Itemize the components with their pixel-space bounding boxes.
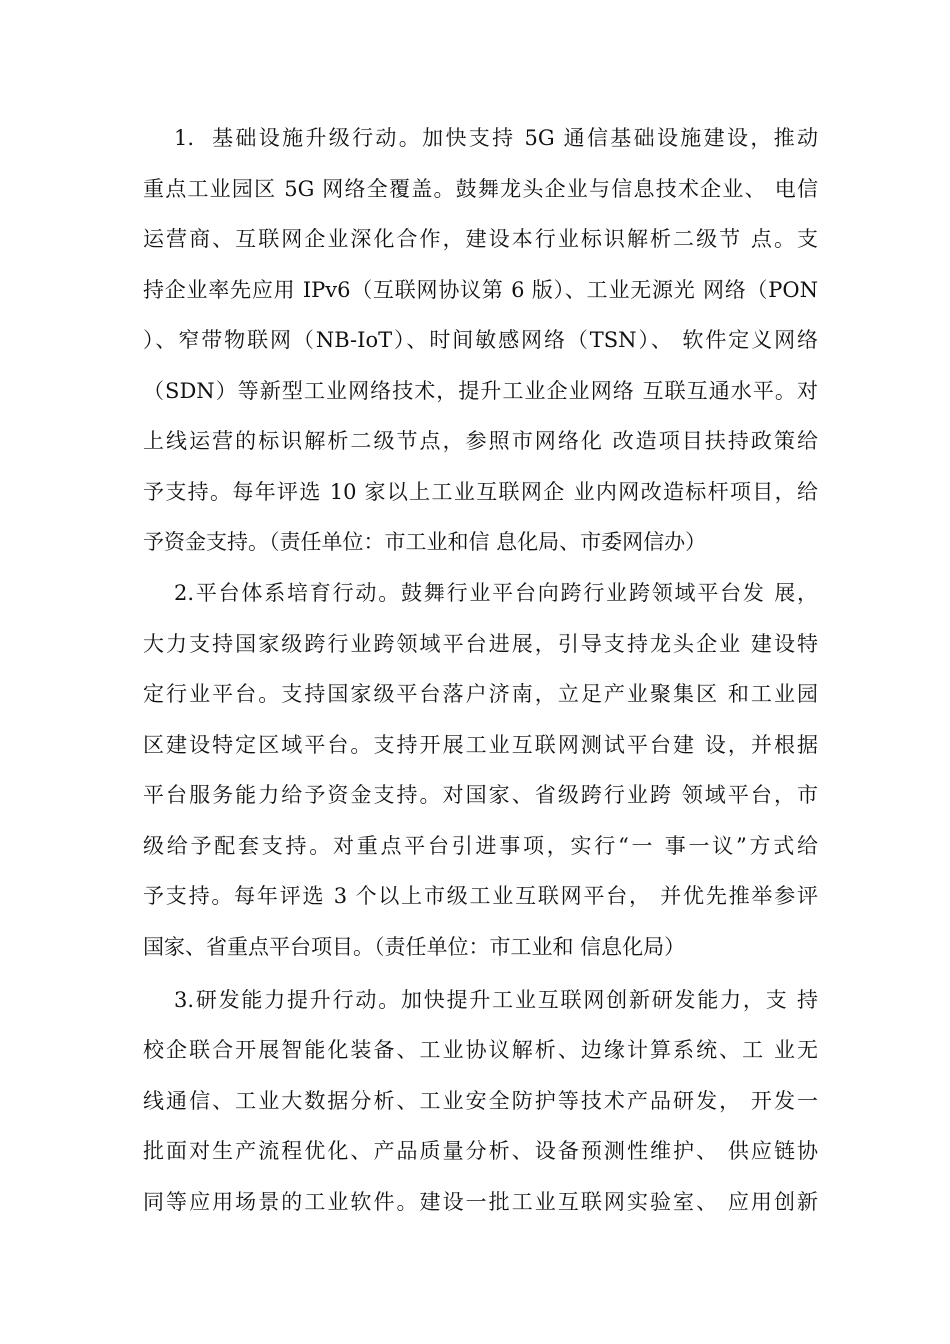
paragraph-2-line-2: 大力支持国家级跨行业跨领域平台进展，引导支持龙头企业 建设特 bbox=[143, 632, 818, 656]
paragraph-3-line-5: 同等应用场景的工业软件。建设一批工业互联网实验室、 应用创新 bbox=[143, 1190, 818, 1214]
paragraph-1-line-4: 持企业率先应用 IPv6（互联网协议第 6 版）、工业无源光 网络（PON bbox=[143, 278, 818, 302]
paragraph-3-line-4: 批面对生产流程优化、产品质量分析、设备预测性维护、 供应链协 bbox=[143, 1139, 818, 1163]
paragraph-1-line-6: （SDN）等新型工业网络技术，提升工业企业网络 互联互通水平。对 bbox=[143, 379, 818, 403]
paragraph-2-line-5: 平台服务能力给予资金支持。对国家、省级跨行业跨 领域平台，市 bbox=[143, 783, 818, 807]
paragraph-2-line-1: 2.平台体系培育行动。鼓舞行业平台向跨行业跨领域平台发 展， bbox=[174, 581, 818, 605]
paragraph-2-line-3: 定行业平台。支持国家级平台落户济南，立足产业聚集区 和工业园 bbox=[143, 682, 818, 706]
paragraph-2-line-7: 予支持。每年评选 3 个以上市级工业互联网平台， 并优先推举参评 bbox=[143, 884, 818, 908]
paragraph-1-line-1: 1. 基础设施升级行动。加快支持 5G 通信基础设施建设，推动 bbox=[174, 126, 818, 150]
paragraph-2-line-8: 国家、省重点平台项目。（责任单位：市工业和 信息化局） bbox=[143, 935, 686, 959]
paragraph-2-line-4: 区建设特定区域平台。支持开展工业互联网测试平台建 设，并根据 bbox=[143, 733, 818, 757]
paragraph-1-line-7: 上线运营的标识解析二级节点，参照市网络化 改造项目扶持政策给 bbox=[143, 429, 818, 453]
paragraph-1-line-2: 重点工业园区 5G 网络全覆盖。鼓舞龙头企业与信息技术企业、 电信 bbox=[143, 177, 818, 201]
paragraph-2-line-6: 级给予配套支持。对重点平台引进事项，实行“一 事一议”方式给 bbox=[143, 834, 818, 858]
paragraph-3-line-2: 校企联合开展智能化装备、工业协议解析、边缘计算系统、工 业无 bbox=[143, 1038, 818, 1062]
paragraph-1-line-9: 予资金支持。（责任单位：市工业和信 息化局、市委网信办） bbox=[143, 530, 707, 554]
paragraph-3-line-1: 3.研发能力提升行动。加快提升工业互联网创新研发能力，支 持 bbox=[174, 988, 818, 1012]
paragraph-1-line-8: 予支持。每年评选 10 家以上工业互联网企 业内网改造标杆项目，给 bbox=[143, 480, 818, 504]
paragraph-3-line-3: 线通信、工业大数据分析、工业安全防护等技术产品研发， 开发一 bbox=[143, 1089, 818, 1113]
paragraph-1-line-3: 运营商、互联网企业深化合作，建设本行业标识解析二级节 点。支 bbox=[143, 227, 818, 251]
paragraph-1-line-5: ）、窄带物联网（NB-IoT）、时间敏感网络（TSN）、 软件定义网络 bbox=[143, 328, 818, 352]
